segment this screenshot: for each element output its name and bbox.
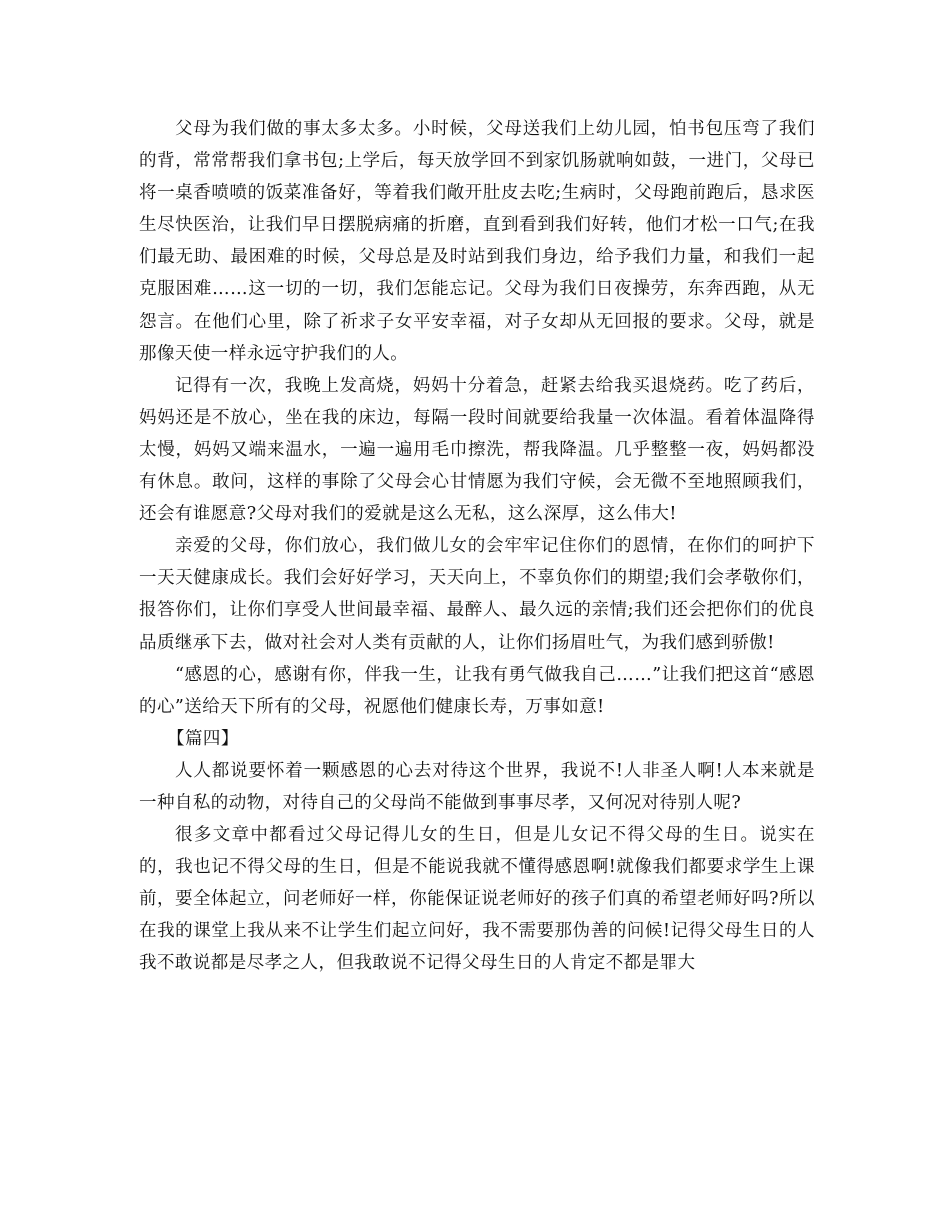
paragraph-promise: 亲爱的父母，你们放心，我们做儿女的会牢牢记住你们的恩情，在你们的呵护下一天天健康成长。我们会好好学习，天天向上，不辜负你们的期望;我们会孝敬你们，报答你们，让你们享受人世间最幸福、最醉人、最久远的亲情;我们还会把你们的优良品质继承下去，做对社会对人类有贡献的人，让你们扬眉吐气，为我们感到骄傲!	[139, 536, 815, 653]
paragraph-parents-care: 父母为我们做的事太多太多。小时候，父母送我们上幼儿园，怕书包压弯了我们的背，常常帮我们拿书包;上学后，每天放学回不到家饥肠就响如鼓，一进门，父母已将一桌香喷喷的饭菜准备好，等着我们敞开肚皮去吃;生病时，父母跑前跑后，恳求医生尽快医治，让我们早日摆脱病痛的折磨，直到看到我们好转，他们才松一口气;在我们最无助、最困难的时候，父母总是及时站到我们身边，给予我们力量，和我们一起克服困难……这一切的一切，我们怎能忘记。父母为我们日夜操劳，东奔西跑，从无怨言。在他们心里，除了祈求子女平安幸福，对子女却从无回报的要求。父母，就是那像天使一样永远守护我们的人。	[139, 119, 815, 364]
document-page	[139, 113, 815, 980]
paragraph-grateful-heart: “感恩的心，感谢有你，伴我一生，让我有勇气做我自己……”让我们把这首“感恩的心”送给天下所有的父母，祝愿他们健康长寿，万事如意!	[139, 664, 815, 717]
section-heading: 【篇四】	[167, 728, 239, 749]
paragraph-fever-night: 记得有一次，我晚上发高烧，妈妈十分着急，赶紧去给我买退烧药。吃了药后，妈妈还是不放心，坐在我的床边，每隔一段时间就要给我量一次体温。看着体温降得太慢，妈妈又端来温水，一遍一遍用毛巾擦洗，帮我降温。几乎整整一夜，妈妈都没有休息。敢问，这样的事除了父母会心甘情愿为我们守候，会无微不至地照顾我们，还会有谁愿意?父母对我们的爱就是这么无私，这么深厚，这么伟大!	[139, 375, 815, 525]
paragraph-section-intro: 人人都说要怀着一颗感恩的心去对待这个世界，我说不!人非圣人啊!人本来就是一种自私的动物，对待自己的父母尚不能做到事事尽孝，又何况对待别人呢?	[139, 760, 815, 813]
paragraph-birthdays: 很多文章中都看过父母记得儿女的生日，但是儿女记不得父母的生日。说实在的，我也记不得父母的生日，但是不能说我就不懂得感恩啊!就像我们都要求学生上课前，要全体起立，问老师好一样，你能保证说老师好的孩子们真的希望老师好吗?所以在我的课堂上我从来不让学生们起立问好，我不需要那伪善的问候!记得父母生日的人我不敢说都是尽孝之人，但我敢说不记得父母生日的人肯定不都是罪大	[139, 825, 815, 974]
